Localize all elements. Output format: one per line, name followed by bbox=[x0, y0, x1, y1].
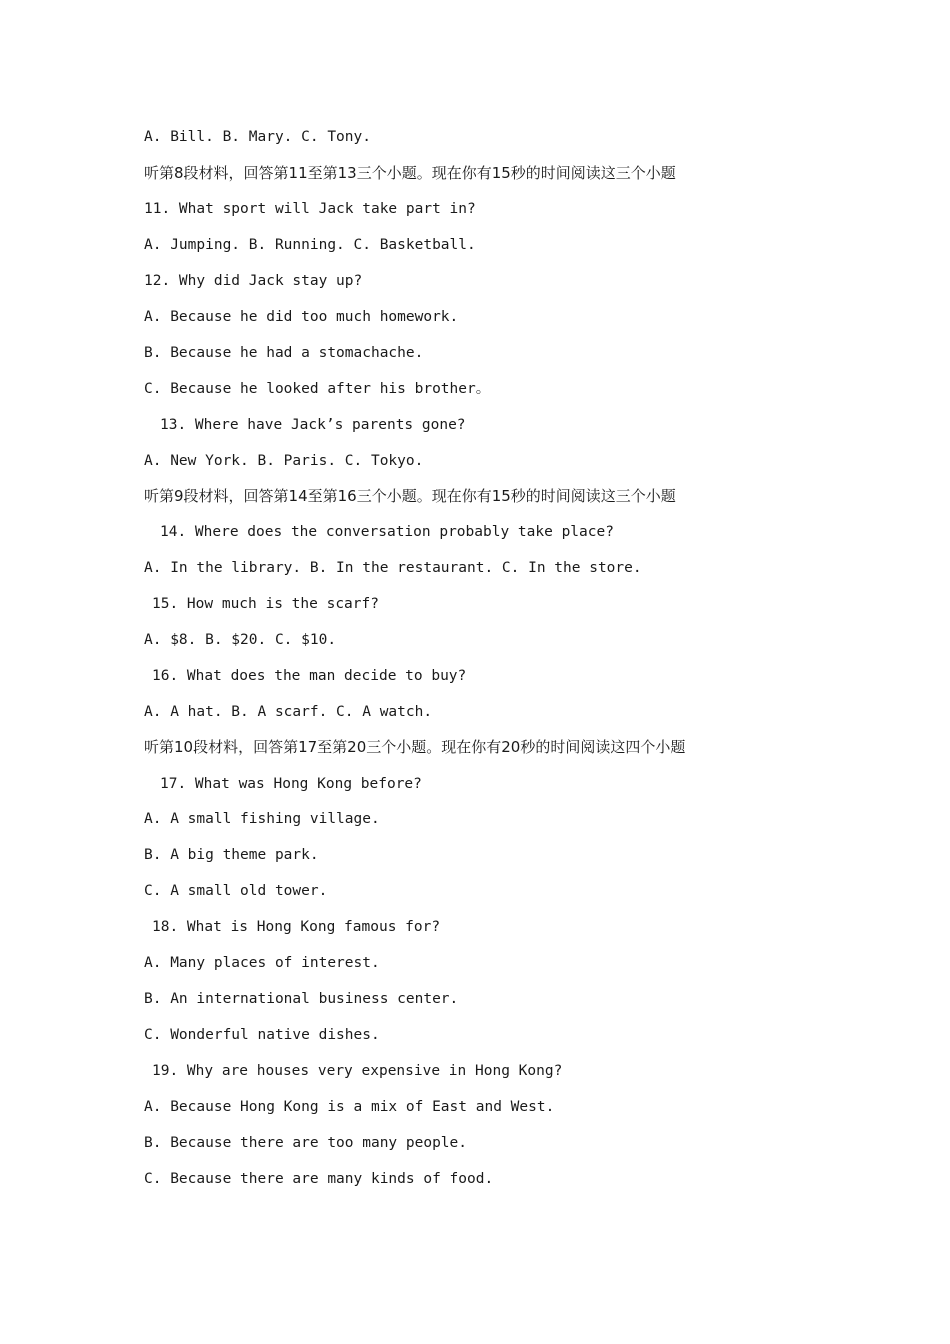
answer-option-q18-c: C. Wonderful native dishes. bbox=[144, 1027, 380, 1043]
answer-options-q11: A. Jumping. B. Running. C. Basketball. bbox=[144, 237, 476, 253]
answer-option-q17-c: C. A small old tower. bbox=[144, 883, 328, 899]
answer-options-q16: A. A hat. B. A scarf. C. A watch. bbox=[144, 704, 433, 720]
answer-option-q18-b: B. An international business center. bbox=[144, 991, 459, 1007]
question-12: 12. Why did Jack stay up? bbox=[144, 273, 363, 289]
answer-options-q13: A. New York. B. Paris. C. Tokyo. bbox=[144, 453, 424, 469]
question-14: 14. Where does the conversation probably take place? bbox=[160, 524, 614, 540]
answer-option-q19-a: A. Because Hong Kong is a mix of East and West. bbox=[144, 1099, 555, 1115]
answer-option-q12-b: B. Because he had a stomachache. bbox=[144, 345, 424, 361]
question-19: 19. Why are houses very expensive in Hong Kong? bbox=[152, 1063, 563, 1079]
question-13: 13. Where have Jack’s parents gone? bbox=[160, 417, 466, 433]
question-11: 11. What sport will Jack take part in? bbox=[144, 201, 476, 217]
answer-options-q10: A. Bill. B. Mary. C. Tony. bbox=[144, 129, 371, 145]
answer-option-q12-c: C. Because he looked after his brother。 bbox=[144, 381, 491, 397]
question-15: 15. How much is the scarf? bbox=[152, 596, 379, 612]
answer-option-q18-a: A. Many places of interest. bbox=[144, 955, 380, 971]
answer-option-q19-b: B. Because there are too many people. bbox=[144, 1135, 468, 1151]
question-18: 18. What is Hong Kong famous for? bbox=[152, 919, 441, 935]
answer-options-q15: A. $8. B. $20. C. $10. bbox=[144, 632, 337, 648]
answer-option-q19-c: C. Because there are many kinds of food. bbox=[144, 1171, 494, 1187]
answer-option-q17-b: B. A big theme park. bbox=[144, 847, 319, 863]
answer-option-q12-a: A. Because he did too much homework. bbox=[144, 309, 459, 325]
answer-options-q14: A. In the library. B. In the restaurant. C. In the store. bbox=[144, 560, 642, 576]
question-17: 17. What was Hong Kong before? bbox=[160, 776, 422, 792]
section-instruction-9: 听第9段材料，回答第14至第16三个小题。现在你有15秒的时间阅读这三个小题 bbox=[144, 487, 676, 505]
answer-option-q17-a: A. A small fishing village. bbox=[144, 811, 380, 827]
section-instruction-8: 听第8段材料，回答第11至第13三个小题。现在你有15秒的时间阅读这三个小题 bbox=[144, 164, 676, 182]
section-instruction-10: 听第10段材料，回答第17至第20三个小题。现在你有20秒的时间阅读这四个小题 bbox=[144, 738, 686, 756]
question-16: 16. What does the man decide to buy? bbox=[152, 668, 467, 684]
